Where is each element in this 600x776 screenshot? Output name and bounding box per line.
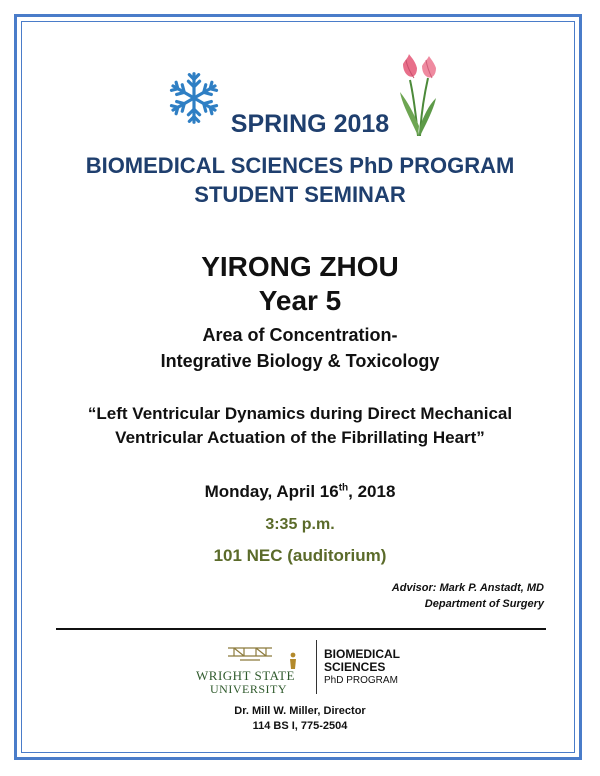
speaker-year: Year 5 <box>258 285 342 316</box>
director-info <box>0 704 600 734</box>
date-prefix: Monday, April 16 <box>204 482 339 501</box>
event-date <box>0 482 600 502</box>
program-heading <box>0 151 600 209</box>
director-contact: 114 BS I, 775-2504 <box>252 720 348 732</box>
dept-line: SCIENCES <box>324 660 386 674</box>
university-name-line2: UNIVERSITY <box>210 682 287 696</box>
logo-divider <box>316 640 317 694</box>
director-name: Dr. Mill W. Miller, Director <box>234 705 366 717</box>
advisor-info <box>392 580 544 612</box>
department-logo-text <box>324 648 400 687</box>
dept-line: PhD PROGRAM <box>324 675 398 686</box>
semester-title: SPRING 2018 <box>230 110 390 138</box>
talk-title <box>0 402 600 450</box>
university-name: WRIGHT STATE <box>196 668 295 683</box>
event-time: 3:35 p.m. <box>265 516 335 533</box>
program-heading-line: STUDENT SEMINAR <box>194 182 406 207</box>
area-line: Integrative Biology & Toxicology <box>160 351 440 371</box>
divider-rule <box>56 628 546 630</box>
area-of-concentration <box>0 322 600 374</box>
talk-title-line: Ventricular Actuation of the Fibrillating Heart” <box>115 428 485 447</box>
biplane-icon <box>226 642 276 666</box>
date-suffix: th <box>338 482 349 494</box>
dept-line: BIOMEDICAL <box>324 647 400 661</box>
speaker-name: YIRONG ZHOU <box>201 251 399 282</box>
program-heading-line: BIOMEDICAL SCIENCES PhD PROGRAM <box>85 153 515 178</box>
advisor-name: Advisor: Mark P. Anstadt, MD <box>391 582 544 594</box>
talk-title-line: “Left Ventricular Dynamics during Direct Mechanical <box>87 404 513 423</box>
wright-state-logo <box>196 640 308 698</box>
advisor-department: Department of Surgery <box>424 598 544 610</box>
event-location: 101 NEC (auditorium) <box>213 546 387 565</box>
date-year: , 2018 <box>348 482 396 501</box>
area-line: Area of Concentration- <box>202 325 398 345</box>
